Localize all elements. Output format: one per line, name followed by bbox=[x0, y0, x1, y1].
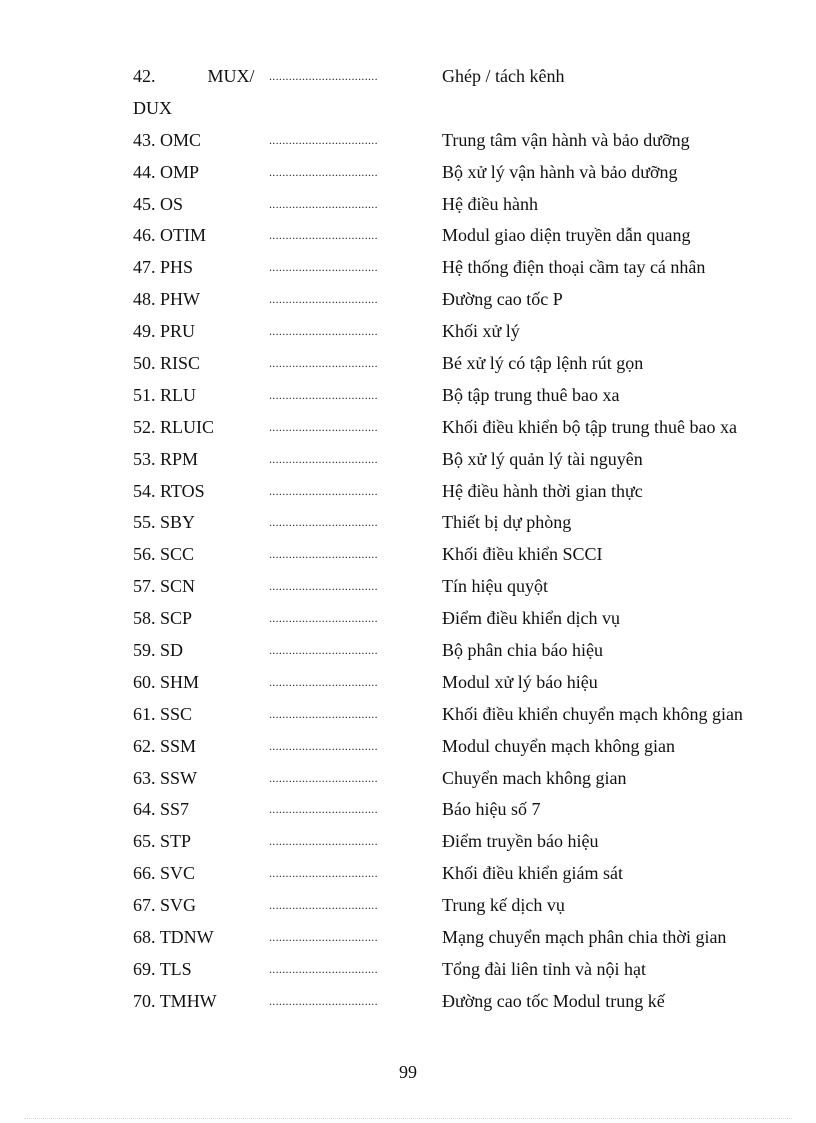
dot-leader: ................................. bbox=[269, 483, 378, 498]
entry-number: 43. bbox=[133, 129, 156, 150]
abbreviation-meaning: Trung kế dịch vụ bbox=[442, 895, 565, 916]
abbreviation-code: PHW bbox=[160, 289, 200, 310]
abbreviation-meaning: Mạng chuyển mạch phân chia thời gian bbox=[442, 927, 727, 948]
abbreviation-meaning: Ghép / tách kênh bbox=[442, 66, 565, 86]
list-item bbox=[133, 826, 773, 858]
entry-number: 42. bbox=[133, 66, 156, 86]
entry-number: 48. bbox=[133, 289, 156, 310]
entry-number: 67. bbox=[133, 895, 156, 916]
abbreviation-meaning: Chuyển mach không gian bbox=[442, 767, 627, 788]
list-item bbox=[133, 157, 773, 189]
entry-number: 68. bbox=[133, 927, 156, 948]
dot-leader: ................................. bbox=[269, 451, 378, 466]
abbreviation-code: SHM bbox=[160, 671, 200, 692]
abbreviation bbox=[133, 252, 193, 284]
dot-leader: ................................. bbox=[269, 770, 378, 785]
abbreviation-meaning: Trung tâm vận hành và bảo dưỡng bbox=[442, 129, 690, 150]
entry-number: 66. bbox=[133, 863, 156, 884]
abbreviation-meaning: Điểm điều khiển dịch vụ bbox=[442, 608, 620, 629]
abbreviation-meaning: Thiết bị dự phòng bbox=[442, 512, 572, 533]
abbreviation-meaning: Bộ tập trung thuê bao xa bbox=[442, 384, 620, 405]
abbreviation-list bbox=[133, 61, 773, 1018]
list-item bbox=[133, 444, 773, 476]
entry-number: 58. bbox=[133, 608, 156, 629]
abbreviation bbox=[133, 667, 199, 699]
abbreviation-meaning: Modul chuyển mạch không gian bbox=[442, 735, 675, 756]
abbreviation-code: SCP bbox=[160, 608, 193, 629]
list-item bbox=[133, 189, 773, 221]
abbreviation bbox=[133, 380, 196, 412]
abbreviation bbox=[133, 794, 189, 826]
abbreviation-meaning: Modul xử lý báo hiệu bbox=[442, 671, 598, 692]
dot-leader: ................................. bbox=[269, 196, 378, 211]
entry-number: 63. bbox=[133, 767, 156, 788]
abbreviation bbox=[133, 348, 200, 380]
list-item bbox=[133, 507, 773, 539]
abbreviation bbox=[133, 603, 192, 635]
abbreviation-meaning: Bộ xử lý quản lý tài nguyên bbox=[442, 448, 643, 469]
dot-leader: ................................. bbox=[269, 419, 378, 434]
list-item bbox=[133, 220, 773, 252]
abbreviation bbox=[133, 922, 214, 954]
abbreviation bbox=[133, 220, 206, 252]
abbreviation-meaning: Đường cao tốc P bbox=[442, 289, 563, 310]
dot-leader: ................................. bbox=[269, 643, 378, 658]
abbreviation bbox=[133, 763, 197, 795]
abbreviation-meaning: Báo hiệu số 7 bbox=[442, 799, 541, 820]
abbreviation bbox=[133, 189, 183, 221]
abbreviation-code: TLS bbox=[159, 958, 192, 979]
abbreviation-code: RLU bbox=[160, 384, 196, 405]
list-item bbox=[133, 699, 773, 731]
abbreviation-code: SSM bbox=[160, 735, 197, 756]
entry-number: 60. bbox=[133, 671, 156, 692]
dot-leader: ................................. bbox=[269, 674, 378, 689]
entry-number: 47. bbox=[133, 257, 156, 278]
abbreviation bbox=[133, 476, 205, 508]
abbreviation-code: OS bbox=[160, 193, 184, 214]
dot-leader: ................................. bbox=[269, 802, 378, 817]
entry-number: 56. bbox=[133, 544, 156, 565]
abbreviation-code: RTOS bbox=[160, 480, 205, 501]
abbreviation-meaning: Tổng đài liên tỉnh và nội hạt bbox=[442, 958, 646, 979]
dot-leader: ................................. bbox=[269, 292, 378, 307]
abbreviation-code: OTIM bbox=[160, 225, 206, 246]
dot-leader: ................................. bbox=[269, 324, 378, 339]
entry-number: 51. bbox=[133, 384, 156, 405]
dot-leader: ................................. bbox=[269, 579, 378, 594]
entry-number: 62. bbox=[133, 735, 156, 756]
abbreviation bbox=[133, 539, 194, 571]
abbreviation-code: SD bbox=[160, 640, 184, 661]
abbreviation-meaning: Tín hiệu quyột bbox=[442, 576, 548, 597]
dot-leader: ................................. bbox=[269, 993, 378, 1008]
entry-number: 64. bbox=[133, 799, 156, 820]
entry-number: 52. bbox=[133, 416, 156, 437]
list-item bbox=[133, 763, 773, 795]
dot-leader: ................................. bbox=[269, 260, 378, 275]
list-item bbox=[133, 61, 773, 93]
abbreviation-code: STP bbox=[160, 831, 192, 852]
abbreviation-code: RPM bbox=[160, 448, 199, 469]
abbreviation-code: TDNW bbox=[159, 927, 214, 948]
list-item bbox=[133, 667, 773, 699]
abbreviation bbox=[133, 731, 196, 763]
entry-number: 45. bbox=[133, 193, 156, 214]
dot-leader: ................................. bbox=[269, 738, 378, 753]
dot-leader: ................................. bbox=[269, 834, 378, 849]
abbreviation bbox=[133, 699, 192, 731]
dot-leader: ................................. bbox=[269, 356, 378, 371]
abbreviation bbox=[133, 444, 198, 476]
abbreviation-code: SSC bbox=[160, 703, 193, 724]
abbreviation bbox=[133, 571, 195, 603]
abbreviation bbox=[133, 858, 195, 890]
entry-number: 44. bbox=[133, 161, 156, 182]
abbreviation bbox=[133, 125, 201, 157]
abbreviation bbox=[133, 61, 255, 93]
list-item bbox=[133, 380, 773, 412]
abbreviation-meaning: Đường cao tốc Modul trung kế bbox=[442, 990, 665, 1011]
dot-leader: ................................. bbox=[269, 866, 378, 881]
entry-number: 59. bbox=[133, 640, 156, 661]
abbreviation bbox=[133, 826, 191, 858]
list-item bbox=[133, 252, 773, 284]
abbreviation-code: SCC bbox=[160, 544, 195, 565]
abbreviation bbox=[133, 507, 195, 539]
abbreviation-code: SBY bbox=[160, 512, 196, 533]
abbreviation-code: MUX/ bbox=[207, 66, 255, 86]
abbreviation-meaning: Hệ thống điện thoại cầm tay cá nhân bbox=[442, 257, 706, 278]
abbreviation-code: SS7 bbox=[160, 799, 190, 820]
abbreviation-code: RISC bbox=[160, 353, 201, 374]
entry-number: 46. bbox=[133, 225, 156, 246]
abbreviation bbox=[133, 954, 192, 986]
dot-leader: ................................. bbox=[269, 611, 378, 626]
abbreviation-meaning: Hệ điều hành thời gian thực bbox=[442, 480, 643, 501]
entry-number: 70. bbox=[133, 990, 156, 1011]
abbreviation-meaning: Hệ điều hành bbox=[442, 193, 538, 214]
dot-leader: ................................. bbox=[269, 387, 378, 402]
abbreviation-meaning: Khối điều khiển chuyển mạch không gian bbox=[442, 703, 743, 724]
dot-leader: ................................. bbox=[269, 228, 378, 243]
abbreviation bbox=[133, 284, 200, 316]
abbreviation-meaning: Modul giao diện truyền dẫn quang bbox=[442, 225, 691, 246]
list-item-continuation bbox=[133, 93, 773, 125]
abbreviation bbox=[133, 986, 217, 1018]
list-item bbox=[133, 890, 773, 922]
abbreviation-code: SVG bbox=[160, 895, 197, 916]
abbreviation-meaning: Khối điều khiển bộ tập trung thuê bao xa bbox=[442, 416, 737, 437]
dot-leader: ................................. bbox=[269, 515, 378, 530]
abbreviation-meaning: Bộ xử lý vận hành và bảo dưỡng bbox=[442, 161, 678, 182]
dot-leader: ................................. bbox=[269, 132, 378, 147]
abbreviation-code: TMHW bbox=[159, 990, 217, 1011]
abbreviation bbox=[133, 412, 214, 444]
entry-number: 69. bbox=[133, 958, 156, 979]
list-item bbox=[133, 348, 773, 380]
list-item bbox=[133, 858, 773, 890]
list-item bbox=[133, 603, 773, 635]
list-item bbox=[133, 476, 773, 508]
abbreviation-meaning: Khối điều khiển SCCI bbox=[442, 544, 603, 565]
page-bottom-rule bbox=[24, 1118, 792, 1119]
list-item bbox=[133, 284, 773, 316]
abbreviation-code: SVC bbox=[160, 863, 196, 884]
abbreviation-code: PHS bbox=[160, 257, 194, 278]
abbreviation-code: OMC bbox=[160, 129, 202, 150]
list-item bbox=[133, 125, 773, 157]
page-number: 99 bbox=[399, 1062, 417, 1082]
list-item bbox=[133, 731, 773, 763]
abbreviation-code: OMP bbox=[160, 161, 200, 182]
abbreviation bbox=[133, 157, 199, 189]
entry-number: 65. bbox=[133, 831, 156, 852]
abbreviation-code: RLUIC bbox=[160, 416, 214, 437]
entry-number: 49. bbox=[133, 321, 156, 342]
abbreviation-code-continuation: DUX bbox=[133, 97, 172, 118]
dot-leader: ................................. bbox=[269, 706, 378, 721]
entry-number: 61. bbox=[133, 703, 156, 724]
abbreviation bbox=[133, 890, 196, 922]
dot-leader: ................................. bbox=[269, 164, 378, 179]
list-item bbox=[133, 571, 773, 603]
list-item bbox=[133, 412, 773, 444]
dot-leader: ................................. bbox=[269, 961, 378, 976]
list-item bbox=[133, 794, 773, 826]
abbreviation-meaning: Bé xử lý có tập lệnh rút gọn bbox=[442, 353, 644, 374]
abbreviation-meaning: Khối điều khiển giám sát bbox=[442, 863, 623, 884]
abbreviation-meaning: Bộ phân chia báo hiệu bbox=[442, 640, 603, 661]
abbreviation bbox=[133, 635, 183, 667]
entry-number: 54. bbox=[133, 480, 156, 501]
entry-number: 55. bbox=[133, 512, 156, 533]
abbreviation-meaning: Điểm truyền báo hiệu bbox=[442, 831, 599, 852]
dot-leader: ................................. bbox=[269, 898, 378, 913]
dot-leader: ................................. bbox=[269, 930, 378, 945]
entry-number: 53. bbox=[133, 448, 156, 469]
entry-number: 50. bbox=[133, 353, 156, 374]
entry-number: 57. bbox=[133, 576, 156, 597]
list-item bbox=[133, 316, 773, 348]
abbreviation bbox=[133, 316, 195, 348]
list-item bbox=[133, 954, 773, 986]
list-item bbox=[133, 539, 773, 571]
abbreviation-meaning: Khối xử lý bbox=[442, 321, 520, 342]
list-item bbox=[133, 635, 773, 667]
dot-leader: ................................. bbox=[269, 547, 378, 562]
dot-leader: ................................. bbox=[269, 69, 378, 83]
list-item bbox=[133, 922, 773, 954]
abbreviation-code: SCN bbox=[160, 576, 196, 597]
abbreviation-code: PRU bbox=[160, 321, 196, 342]
abbreviation-code: SSW bbox=[160, 767, 198, 788]
list-item bbox=[133, 986, 773, 1018]
